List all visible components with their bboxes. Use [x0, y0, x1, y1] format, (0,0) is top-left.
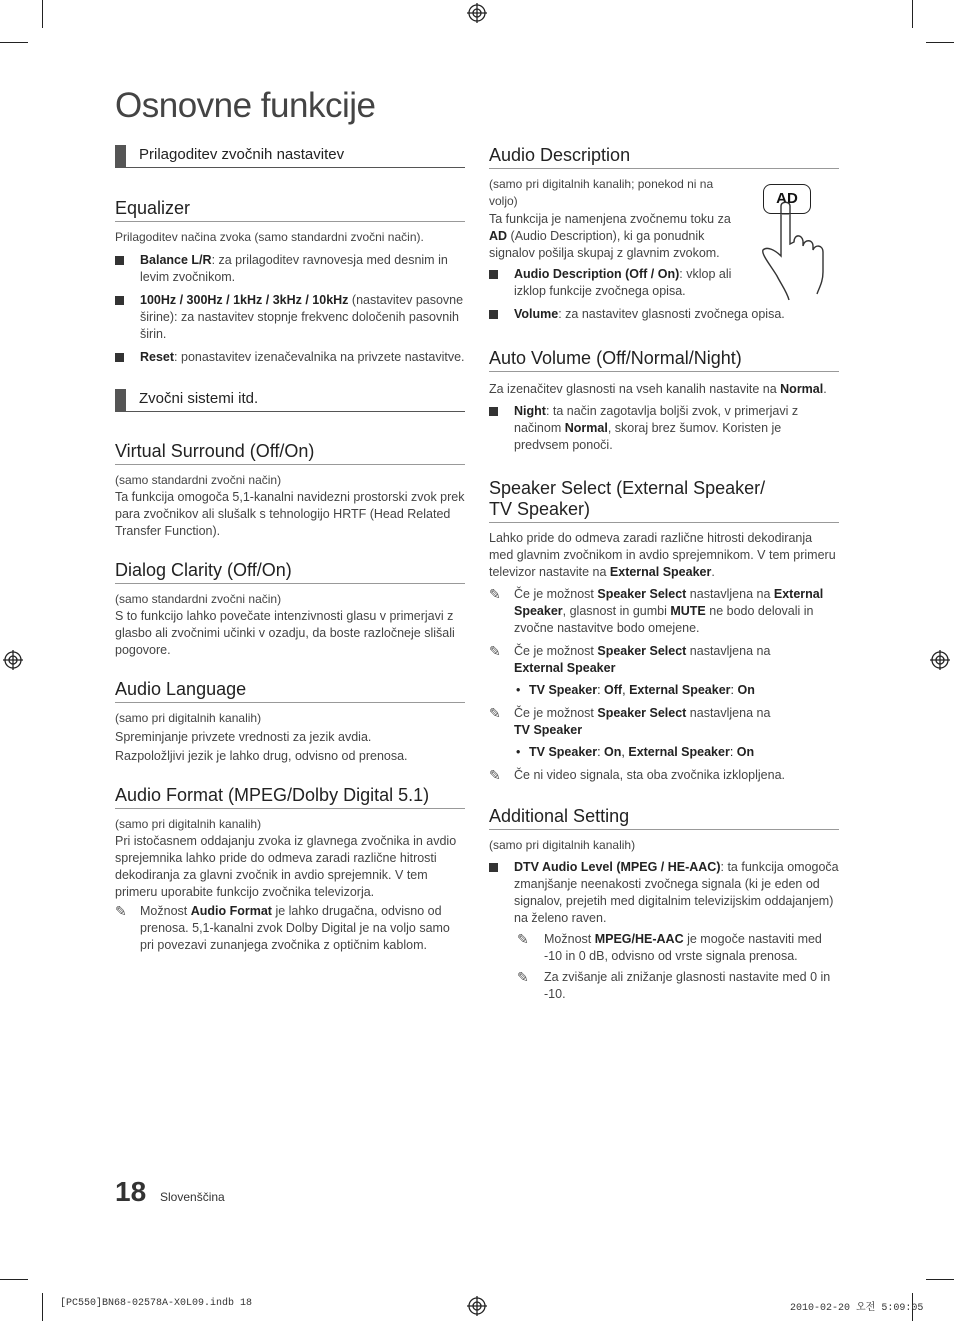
- virtual-surround-note: (samo standardni zvočni način): [115, 473, 282, 487]
- section-header-sound-systems: Zvočni sistemi itd.: [115, 384, 465, 412]
- note-item: ✎ Če ni video signala, sta oba zvočnika izklopljena.: [489, 767, 785, 783]
- list-item: Volume: za nastavitev glasnosti zvočnega opisa.: [489, 306, 839, 323]
- audio-description-heading: Audio Description: [489, 145, 839, 169]
- virtual-surround-text: Ta funkcija omogoča 5,1-kanalni navidezni prostorski zvok prek para zvočnikov ali slušalk s tehnologijo HRTF (Head Related Transfer Function).: [115, 490, 465, 538]
- crop-mark: [0, 1279, 28, 1280]
- list-item: DTV Audio Level (MPEG / HE-AAC): ta funkcija omogoča zmanjšanje neenakosti zvočnega signala (ki je eden od signalov, prejetih med digitalnim televizijskim oddajanjem) na želeno raven.: [489, 859, 839, 927]
- dialog-clarity-heading: Dialog Clarity (Off/On): [115, 560, 465, 584]
- crop-mark: [926, 42, 954, 43]
- audio-description-note: (samo pri digitalnih kanalih; ponekod ni na voljo): [489, 177, 714, 208]
- dialog-clarity-note: (samo standardni zvočni način): [115, 592, 282, 606]
- audio-description-text: Ta funkcija je namenjena zvočnemu toku za AD (Audio Description), ki ga ponudnik signalov pošilja skupaj z glavnim zvokom.: [489, 212, 731, 260]
- speaker-select-heading: Speaker Select (External Speaker/ TV Speaker): [489, 478, 839, 523]
- page-title: Osnovne funkcije: [115, 86, 376, 125]
- auto-volume-heading: Auto Volume (Off/Normal/Night): [489, 348, 839, 372]
- list-item: Reset: ponastavitev izenačevalnika na privzete nastavitve.: [115, 349, 465, 366]
- auto-volume-text: Za izenačitev glasnosti na vseh kanalih nastavite na Normal.: [489, 382, 827, 396]
- ad-button: AD: [763, 184, 811, 214]
- virtual-surround-heading: Virtual Surround (Off/On): [115, 441, 465, 465]
- audio-format-note: (samo pri digitalnih kanalih): [115, 817, 262, 831]
- pencil-note-icon: ✎: [517, 931, 529, 947]
- list-item: 100Hz / 300Hz / 1kHz / 3kHz / 10kHz (nastavitev pasovne širine): za nastavitev stopnje frekvenc določenih pasovnih širin.: [115, 292, 465, 343]
- additional-setting-heading: Additional Setting: [489, 806, 839, 830]
- pencil-note-icon: ✎: [489, 643, 501, 659]
- audio-language-text2: Razpoložljivi jezik je lahko drug, odvisno od prenosa.: [115, 749, 408, 763]
- crop-mark: [42, 1293, 43, 1321]
- audio-format-text: Pri istočasnem oddajanju zvoka iz glavnega zvočnika in avdio sprejemnika lahko pride do odmeva zaradi različne hitrosti dekodiranja za glavni zvočnik in avdio sprejemnik. V tem primeru uporabite funkcijo zvočnika televizorja.: [115, 834, 457, 899]
- equalizer-heading: Equalizer: [115, 198, 465, 222]
- additional-setting-note: (samo pri digitalnih kanalih): [489, 838, 636, 852]
- right-column: [489, 145, 839, 1003]
- left-column: [115, 140, 465, 954]
- page-number: 18: [115, 1176, 147, 1207]
- speaker-select-text: Lahko pride do odmeva zaradi različne hitrosti dekodiranja med glavnim zvočnikom in avdio sprejemnikom. V tem primeru televizor nastavite na External Speaker.: [489, 531, 836, 579]
- note-item: ✎ Možnost MPEG/HE-AAC je mogoče nastaviti med -10 in 0 dB, odvisno od vrste signala prenosa.: [517, 931, 822, 963]
- crop-mark: [912, 0, 913, 28]
- audio-description-block: [489, 176, 839, 323]
- crop-mark: [42, 0, 43, 28]
- list-item: • TV Speaker: Off, External Speaker: On: [489, 682, 839, 699]
- audio-format-heading: Audio Format (MPEG/Dolby Digital 5.1): [115, 785, 465, 809]
- list-item: • TV Speaker: On, External Speaker: On: [489, 744, 839, 761]
- note-item: ✎ Če je možnost Speaker Select nastavljena na External Speaker: [489, 643, 771, 675]
- crop-mark: [0, 42, 28, 43]
- language-label: Slovenščina: [160, 1190, 225, 1204]
- list-item: Balance L/R: za prilagoditev ravnovesja med desnim in levim zvočnikom.: [115, 252, 465, 286]
- registration-mark-icon: [930, 650, 950, 670]
- note-item: ✎ Za zvišanje ali znižanje glasnosti nastavite med 0 in -10.: [517, 969, 831, 1001]
- registration-mark-icon: [467, 1296, 487, 1316]
- list-item: Night: ta način zagotavlja boljši zvok, v primerjavi z načinom Normal, skoraj brez šumov. Koristen je predvsem ponoči.: [489, 403, 839, 454]
- footer-timestamp: 2010-02-20 오전 5:09:05: [790, 1303, 924, 1314]
- pencil-note-icon: ✎: [489, 705, 501, 721]
- pencil-note-icon: ✎: [489, 586, 501, 602]
- footer-file-info: [PC550]BN68-02578A-X0L09.indb 18: [60, 1298, 253, 1309]
- note-item: ✎ Če je možnost Speaker Select nastavljena na External Speaker, glasnost in gumbi MUTE ne bodo delovali in zvočne nastavitve bodo omejene.: [489, 586, 824, 635]
- dialog-clarity-text: S to funkcijo lahko povečate intenzivnosti glasu v primerjavi z glasbo ali zvočnimi učinki v ozadju, da boste razločneje slišali pogovore.: [115, 609, 455, 657]
- pencil-note-icon: ✎: [517, 969, 529, 985]
- crop-mark: [926, 1279, 954, 1280]
- section-header-sound-settings: Prilagoditev zvočnih nastavitev: [115, 140, 465, 168]
- registration-mark-icon: [467, 3, 487, 23]
- ad-remote-illustration: [759, 184, 839, 309]
- note-item: ✎ Če je možnost Speaker Select nastavljena na TV Speaker: [489, 705, 771, 737]
- list-item: Audio Description (Off / On): vklop ali izklop funkcije zvočnega opisa.: [489, 266, 739, 300]
- note-item: ✎ Možnost Audio Format je lahko drugačna, odvisno od prenosa. 5,1-kanalni zvok Dolby Digital je na voljo samo pri povezavi zunanjega zvočnika z optičnim kablom.: [115, 903, 450, 952]
- audio-language-text1: Spreminjanje privzete vrednosti za jezik avdia.: [115, 730, 372, 744]
- equalizer-intro: Prilagoditev načina zvoka (samo standardni zvočni način).: [115, 230, 424, 244]
- pencil-note-icon: ✎: [489, 767, 501, 783]
- registration-mark-icon: [3, 650, 23, 670]
- audio-language-note: (samo pri digitalnih kanalih): [115, 711, 262, 725]
- pencil-note-icon: ✎: [115, 903, 127, 919]
- audio-language-heading: Audio Language: [115, 679, 465, 703]
- pointing-hand-icon: [759, 184, 839, 309]
